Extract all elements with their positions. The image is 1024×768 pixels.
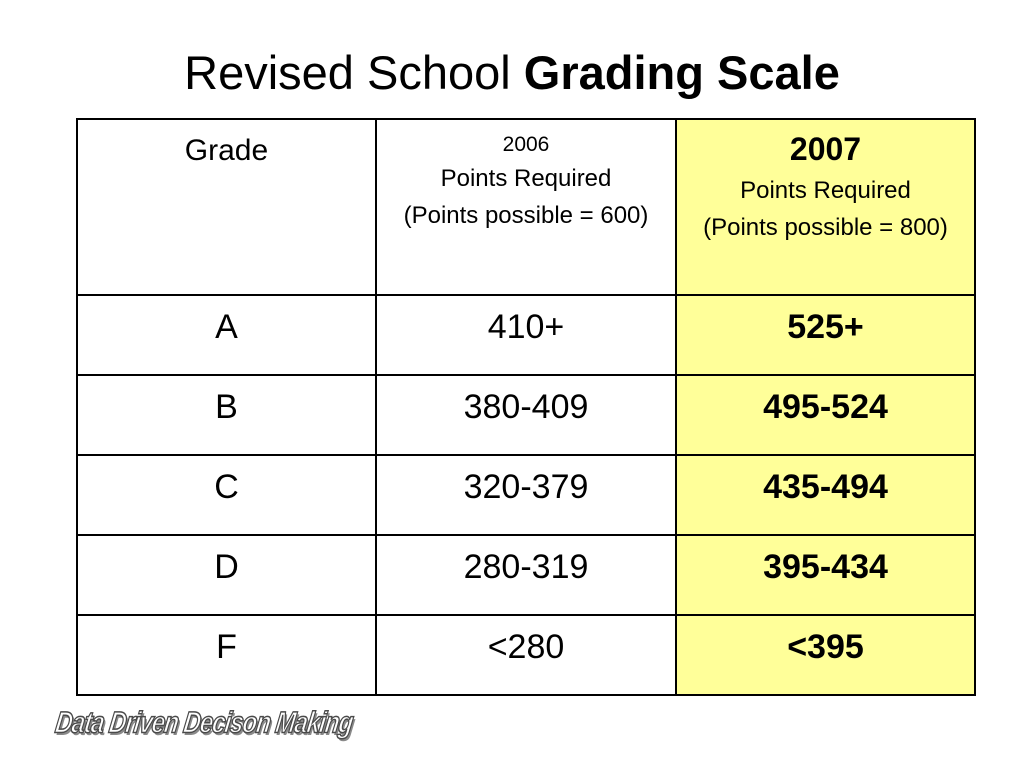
- points-2007: 395-434: [763, 548, 888, 586]
- table-row: [77, 375, 975, 455]
- slide-title: [0, 38, 1024, 108]
- points-2007-cell: [676, 455, 975, 535]
- header-grade: Grade: [184, 134, 269, 167]
- grade-cell: [77, 375, 376, 455]
- grade-letter: F: [216, 628, 237, 666]
- points-2006: <280: [487, 628, 565, 666]
- grade-letter: C: [214, 468, 239, 506]
- header-2006-points-required: Points Required: [440, 165, 612, 192]
- points-2007-cell: [676, 375, 975, 455]
- header-2007-points-required: Points Required: [740, 177, 911, 204]
- header-2006-cell: [376, 119, 676, 295]
- header-2007-cell: [676, 119, 975, 295]
- table-row: [77, 295, 975, 375]
- grading-scale-table: [76, 118, 976, 696]
- title-bold: Grading Scale: [523, 46, 840, 99]
- grade-cell: [77, 295, 376, 375]
- header-2006-year: 2006: [502, 133, 550, 156]
- points-2006: 410+: [487, 308, 565, 346]
- grade-cell: [77, 455, 376, 535]
- points-2006: 380-409: [463, 388, 589, 426]
- header-2007-year: 2007: [789, 131, 862, 167]
- points-2007-cell: [676, 295, 975, 375]
- header-2007-points-possible: (Points possible = 800): [703, 214, 948, 241]
- grade-letter: D: [214, 548, 239, 586]
- grade-cell: [77, 615, 376, 695]
- points-2006: 320-379: [463, 468, 589, 506]
- grade-cell: [77, 535, 376, 615]
- table-row: [77, 455, 975, 535]
- points-2006-cell: [376, 375, 676, 455]
- footer-wordart: Data Driven Decison Making: [53, 706, 355, 740]
- table-header-row: [77, 119, 975, 295]
- grade-letter: A: [215, 308, 238, 346]
- points-2007-cell: [676, 615, 975, 695]
- points-2006-cell: [376, 455, 676, 535]
- points-2007-cell: [676, 535, 975, 615]
- grade-letter: B: [215, 388, 238, 426]
- points-2006-cell: [376, 535, 676, 615]
- table-row: [77, 535, 975, 615]
- points-2006-cell: [376, 615, 676, 695]
- points-2007: 525+: [787, 308, 864, 346]
- points-2006: 280-319: [463, 548, 589, 586]
- title-regular: Revised School: [184, 46, 524, 99]
- points-2007: 495-524: [763, 388, 888, 426]
- points-2007: 435-494: [763, 468, 888, 506]
- header-grade-cell: [77, 119, 376, 295]
- header-2006-points-possible: (Points possible = 600): [403, 202, 649, 229]
- table-row: [77, 615, 975, 695]
- points-2007: <395: [787, 628, 864, 666]
- points-2006-cell: [376, 295, 676, 375]
